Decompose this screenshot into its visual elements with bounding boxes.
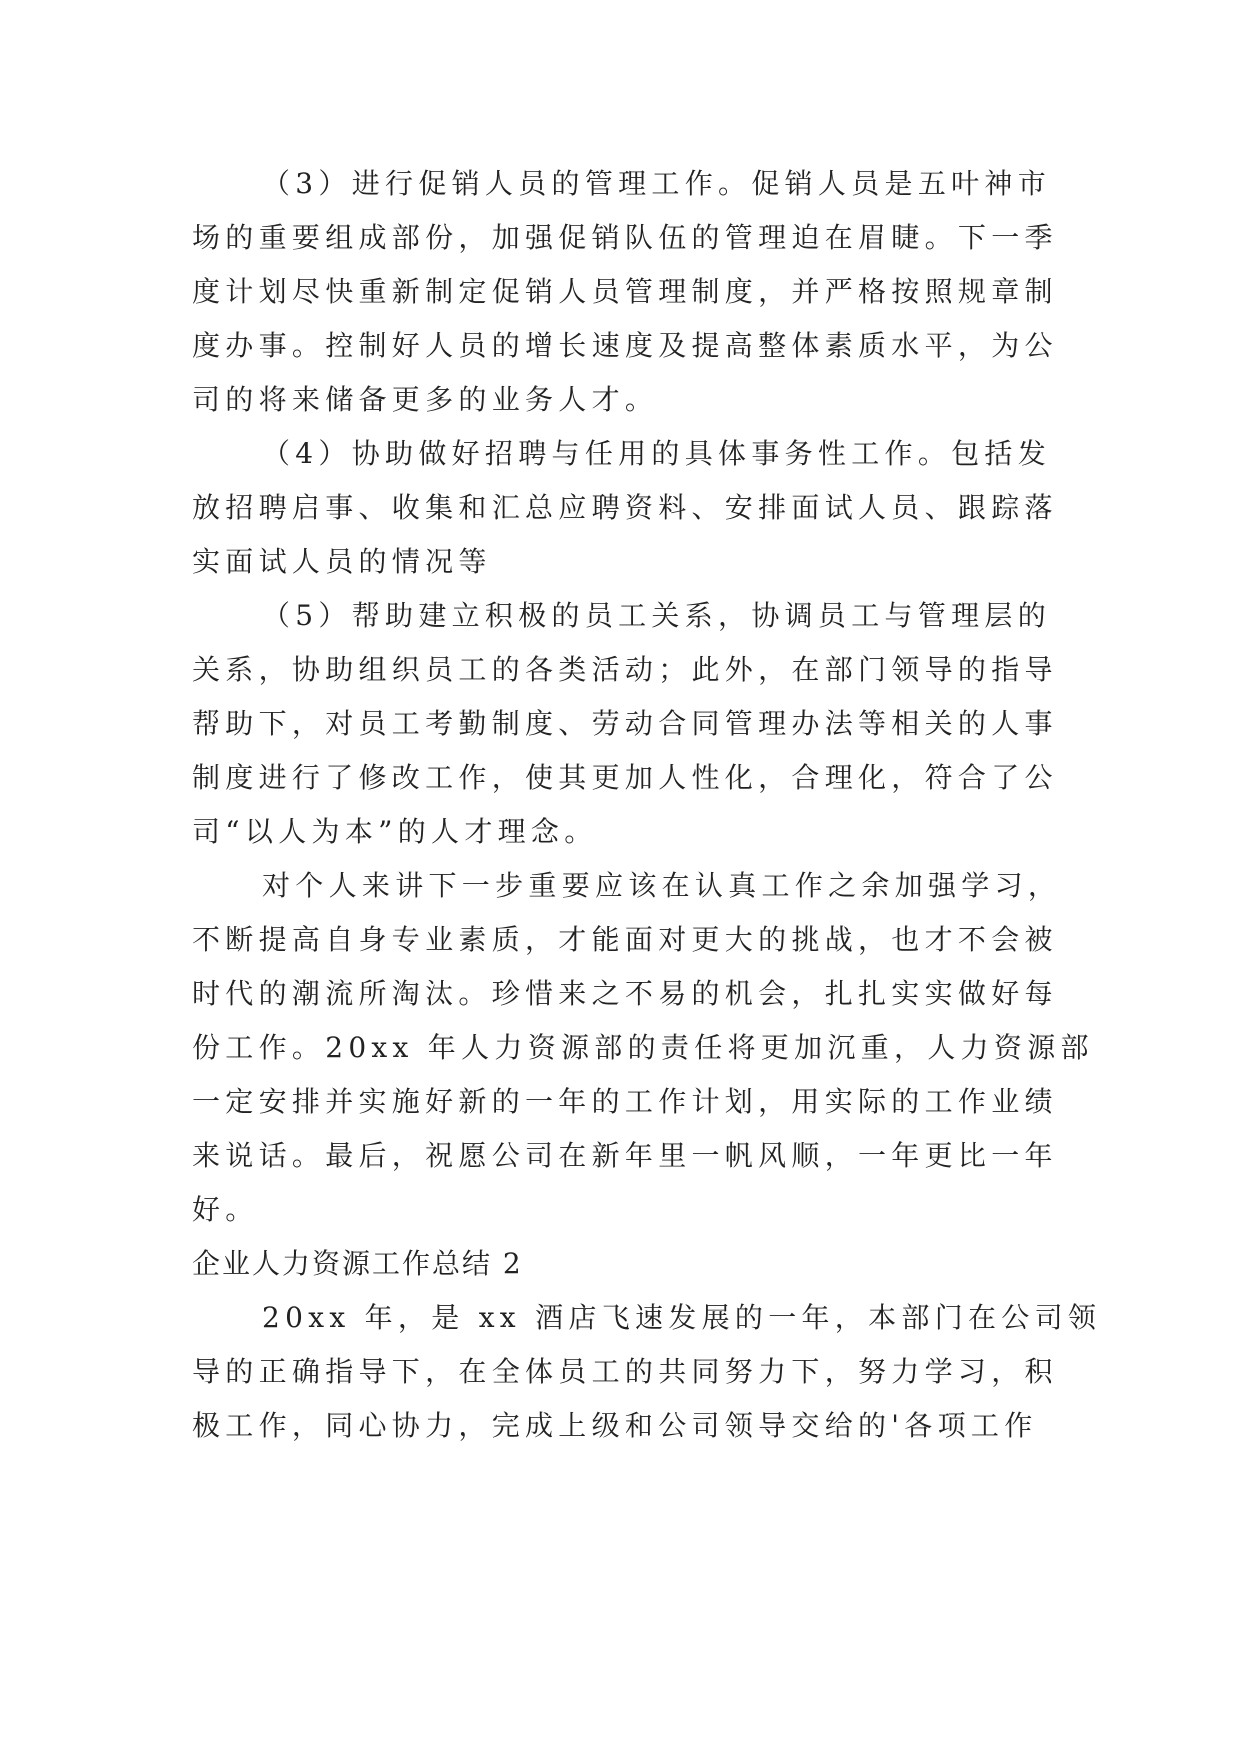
text-line: 时代的潮流所淘汰。珍惜来之不易的机会，扎扎实实做好每 <box>192 977 1058 1010</box>
text-line: 20xx 年，是 xx 酒店飞速发展的一年，本部门在公司领 <box>262 1301 1102 1334</box>
text-line: 极工作，同心协力，完成上级和公司领导交给的'各项工作 <box>192 1409 1038 1442</box>
text-line: （4）协助做好招聘与任用的具体事务性工作。包括发 <box>262 437 1052 470</box>
text-line: 帮助下，对员工考勤制度、劳动合同管理办法等相关的人事 <box>192 707 1058 740</box>
text-line: 实面试人员的情况等 <box>192 545 492 578</box>
text-line: 司的将来储备更多的业务人才。 <box>192 383 659 416</box>
text-line: 好。 <box>192 1193 259 1226</box>
text-line: 对个人来讲下一步重要应该在认真工作之余加强学习， <box>262 869 1062 902</box>
text-line: 来说话。最后，祝愿公司在新年里一帆风顺，一年更比一年 <box>192 1139 1058 1172</box>
text-line: （3）进行促销人员的管理工作。促销人员是五叶神市 <box>262 167 1052 200</box>
text-line: 度办事。控制好人员的增长速度及提高整体素质水平，为公 <box>192 329 1058 362</box>
text-line: 司“以人为本”的人才理念。 <box>192 815 598 848</box>
text-line: 导的正确指导下，在全体员工的共同努力下，努力学习，积 <box>192 1355 1058 1388</box>
text-line: 份工作。20xx 年人力资源部的责任将更加沉重，人力资源部 <box>192 1031 1094 1064</box>
text-line: 度计划尽快重新制定促销人员管理制度，并严格按照规章制 <box>192 275 1058 308</box>
text-line: 关系，协助组织员工的各类活动；此外，在部门领导的指导 <box>192 653 1058 686</box>
text-line: 一定安排并实施好新的一年的工作计划，用实际的工作业绩 <box>192 1085 1058 1118</box>
text-line: （5）帮助建立积极的员工关系，协调员工与管理层的 <box>262 599 1052 632</box>
section-heading: 企业人力资源工作总结 2 <box>192 1247 523 1280</box>
text-line: 制度进行了修改工作，使其更加人性化，合理化，符合了公 <box>192 761 1058 794</box>
text-line: 不断提高自身专业素质，才能面对更大的挑战，也才不会被 <box>192 923 1058 956</box>
text-line: 场的重要组成部份，加强促销队伍的管理迫在眉睫。下一季 <box>192 221 1058 254</box>
text-line: 放招聘启事、收集和汇总应聘资料、安排面试人员、跟踪落 <box>192 491 1058 524</box>
